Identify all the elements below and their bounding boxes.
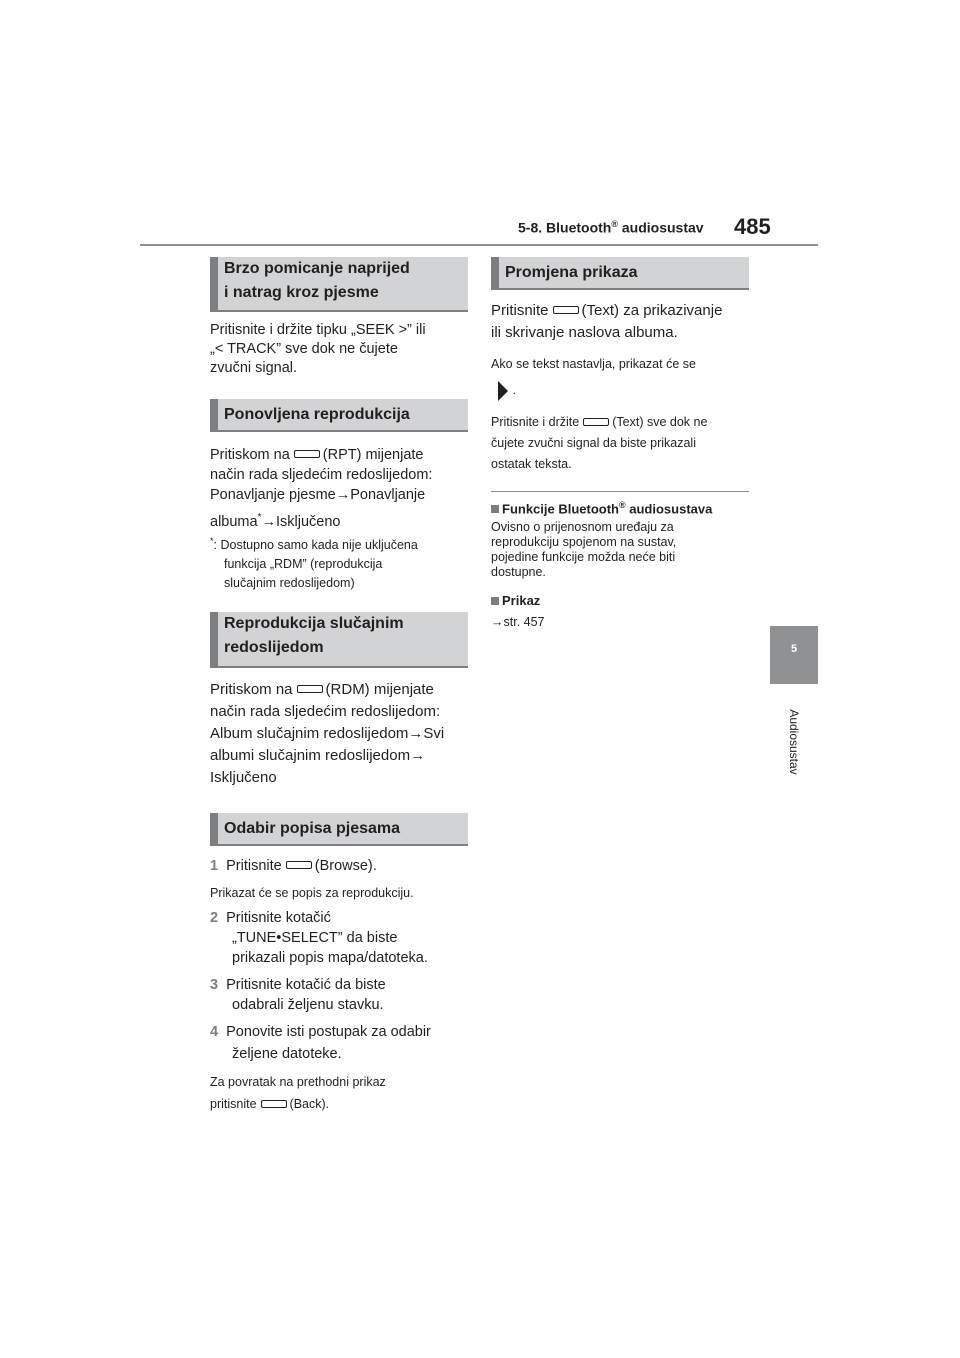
- fast-forward-body: Pritisnite i držite tipku „SEEK >” ili „< TRACK” sve dok ne čujete zvučni signal.: [210, 322, 426, 376]
- display-hold-note: Pritisnite i držite (Text) sve dok ne čujete zvučni signal da biste prikazali ostatak teksta.: [491, 415, 708, 471]
- back-button-icon[interactable]: [261, 1100, 287, 1108]
- header-divider: [140, 244, 818, 246]
- rdm-button-icon[interactable]: [297, 685, 323, 693]
- prikaz-heading: Prikaz: [491, 593, 540, 609]
- step-4: 4 Ponovite isti postupak za odabir željene datoteke.: [210, 1024, 431, 1062]
- rpt-button-icon[interactable]: [294, 450, 320, 458]
- section-heading-repeat: Ponovljena reprodukcija: [210, 399, 468, 432]
- bullet-square-icon: [491, 597, 499, 605]
- back-note: Za povratak na prethodni prikaz pritisnite (Back).: [210, 1075, 386, 1111]
- bullet-square-icon: [491, 505, 499, 513]
- heading-line: Reprodukcija slučajnim: [224, 615, 404, 632]
- step-3: 3 Pritisnite kotačić da biste odabrali željenu stavku.: [210, 977, 386, 1013]
- step-2: 2 Pritisnite kotačić „TUNE•SELECT” da biste prikazali popis mapa/datoteka.: [210, 910, 428, 966]
- page-number: 485: [734, 214, 771, 239]
- section-heading-display: Promjena prikaza: [491, 257, 749, 290]
- chapter-label: Audiosustav: [787, 709, 801, 775]
- continue-arrow-icon: [497, 381, 509, 401]
- section-heading-fast-forward: [210, 257, 468, 312]
- step-1-note: Prikazat će se popis za reprodukciju.: [210, 886, 414, 900]
- chapter-tab[interactable]: 5: [770, 626, 818, 684]
- random-body: Pritiskom na (RDM) mijenjate način rada sljedećim redoslijedom: Album slučajnim redoslijedom→Svi albumi slučajnim redoslijedom→ Isključeno: [210, 681, 445, 786]
- display-body: Pritisnite (Text) za prikazivanje ili skrivanje naslova albuma.: [491, 302, 723, 341]
- section-divider: [491, 491, 749, 492]
- step-1: 1 Pritisnite (Browse).: [210, 858, 377, 874]
- text-button-icon[interactable]: [553, 306, 579, 314]
- prikaz-reference-link[interactable]: →str. 457: [491, 615, 545, 629]
- text-button-icon[interactable]: [583, 418, 609, 426]
- section-header: 5-8. Bluetooth® audiosustav: [518, 219, 704, 236]
- browse-button-icon[interactable]: [286, 861, 312, 869]
- repeat-footnote: *: Dostupno samo kada nije uključena funkcija „RDM” (reprodukcija slučajnim redoslijedom): [210, 536, 418, 591]
- heading-line: redoslijedom: [224, 639, 324, 656]
- section-heading-playlist: Odabir popisa pjesama: [210, 813, 468, 846]
- functions-body: Ovisno o prijenosnom uređaju za reprodukciju spojenom na sustav, pojedine funkcije možda neće biti dostupne.: [491, 520, 677, 579]
- display-note: Ako se tekst nastavlja, prikazat će se .: [491, 354, 696, 401]
- functions-heading: Funkcije Bluetooth® audiosustava: [491, 497, 712, 517]
- heading-line: i natrag kroz pjesme: [224, 284, 379, 301]
- repeat-body: Pritiskom na (RPT) mijenjate način rada sljedećim redoslijedom: Ponavljanje pjesme→Ponavljanje albuma*→Isključeno: [210, 447, 433, 530]
- heading-line: Brzo pomicanje naprijed: [224, 260, 410, 277]
- section-heading-random: [210, 612, 468, 668]
